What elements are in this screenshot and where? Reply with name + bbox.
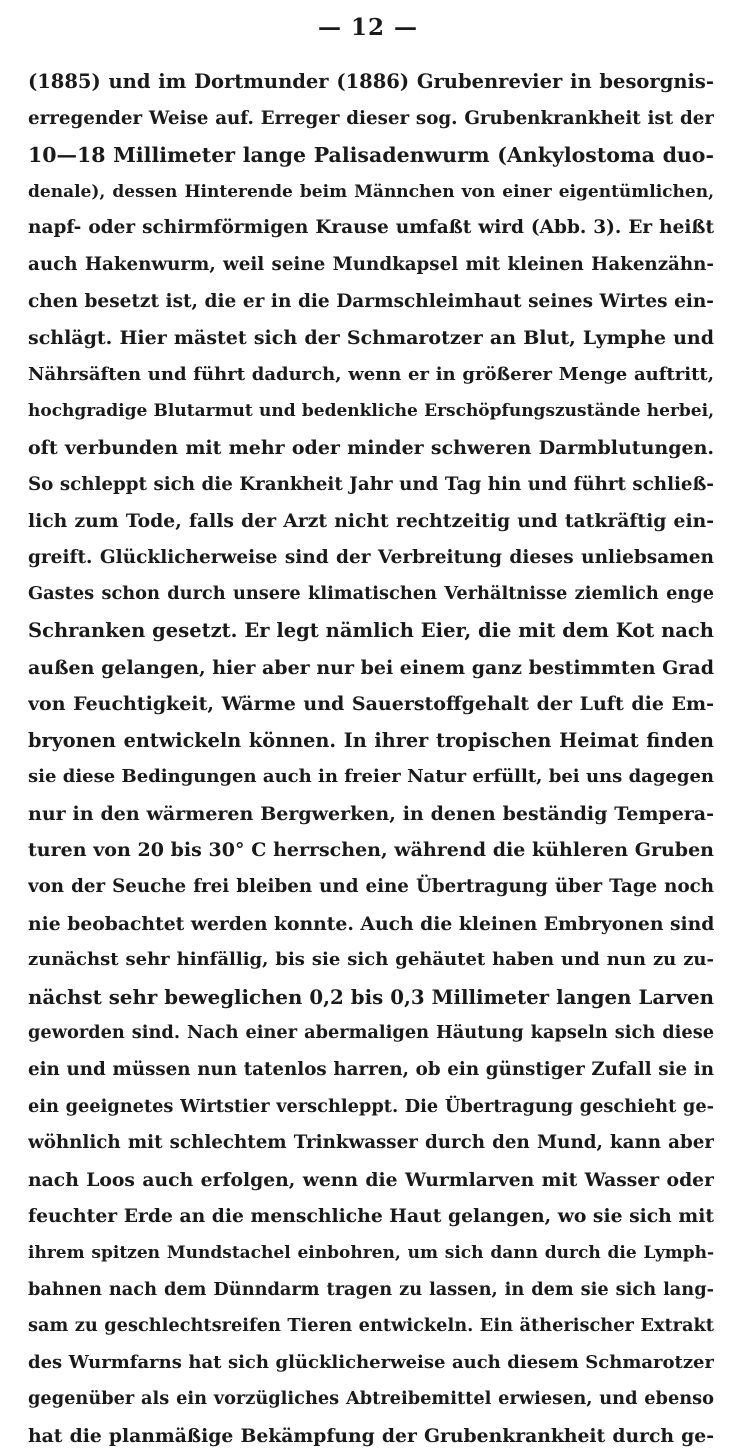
text-line: oft verbunden mit mehr oder minder schweren Darmblutungen.: [28, 436, 714, 459]
text-line: von der Seuche frei bleiben und eine Übertragung über Tage noch: [28, 876, 714, 898]
text-line: des Wurmfarns hat sich glücklicherweise auch diesem Schmarotzer: [28, 1351, 714, 1373]
text-line: geworden sind. Nach einer abermaligen Häutung kapseln sich diese: [28, 1022, 714, 1044]
text-line: nur in den wärmeren Bergwerken, in denen beständig Tempera-: [28, 802, 714, 825]
text-line: bahnen nach dem Dünndarm tragen zu lassen, in dem sie sich lang-: [28, 1278, 714, 1300]
text-line: greift. Glücklicherweise sind der Verbreitung dieses unliebsamen: [28, 546, 714, 568]
text-line: nie beobachtet werden konnte. Auch die kleinen Embryonen sind: [28, 912, 714, 935]
text-line: denale), dessen Hinterende beim Männchen von einer eigentümlichen,: [28, 181, 714, 202]
text-line: lich zum Tode, falls der Arzt nicht rechtzeitig und tatkräftig ein-: [28, 510, 714, 533]
text-line: Gastes schon durch unsere klimatischen Verhältnisse ziemlich enge: [28, 583, 714, 605]
text-line: außen gelangen, hier aber nur bei einem ganz bestimmten Grad: [28, 656, 714, 679]
text-line: schlägt. Hier mästet sich der Schmarotzer an Blut, Lymphe und: [28, 327, 714, 350]
text-line: So schleppt sich die Krankheit Jahr und Tag hin und führt schließ-: [28, 473, 714, 495]
text-line: auch Hakenwurm, weil seine Mundkapsel mit kleinen Hakenzähn-: [28, 253, 714, 275]
page-number: — 12 —: [317, 14, 419, 41]
body-text: [28, 64, 714, 1455]
text-line: hochgradige Blutarmut und bedenkliche Erschöpfungszustände herbei,: [28, 401, 714, 422]
text-line: napf- oder schirmförmigen Krause umfaßt wird (Abb. 3). Er heißt: [28, 217, 714, 239]
text-line: Schranken gesetzt. Er legt nämlich Eier, die mit dem Kot nach: [28, 618, 714, 642]
text-line: sam zu geschlechtsreifen Tieren entwickeln. Ein ätherischer Extrakt: [28, 1315, 714, 1337]
text-line: turen von 20 bis 30° C herrschen, während die kühleren Gruben: [28, 839, 714, 862]
text-line: zunächst sehr hinfällig, bis sie sich gehäutet haben und nun zu zu-: [28, 949, 714, 971]
text-line: Nährsäften und führt dadurch, wenn er in größerer Menge auftritt,: [28, 363, 714, 385]
text-line: gegenüber als ein vorzügliches Abtreibemittel erwiesen, und ebenso: [28, 1388, 714, 1410]
text-line: ein geeignetes Wirtstier verschleppt. Die Übertragung geschieht ge-: [28, 1095, 714, 1117]
text-line: von Feuchtigkeit, Wärme und Sauerstoffgehalt der Luft die Em-: [28, 693, 714, 716]
text-line: nach Loos auch erfolgen, wenn die Wurmlarven mit Wasser oder: [28, 1168, 714, 1191]
text-line: sie diese Bedingungen auch in freier Natur erfüllt, bei uns dagegen: [28, 766, 714, 788]
text-line: feuchter Erde an die menschliche Haut gelangen, wo sie sich mit: [28, 1205, 714, 1228]
text-line: bryonen entwickeln können. In ihrer tropischen Heimat finden: [28, 728, 714, 752]
text-line: hat die planmäßige Bekämpfung der Grubenkrankheit durch ge-: [28, 1424, 714, 1447]
text-line: ein und müssen nun tatenlos harren, ob ein günstiger Zufall sie in: [28, 1059, 714, 1081]
text-line: ihrem spitzen Mundstachel einbohren, um sich dann durch die Lymph-: [28, 1243, 714, 1263]
text-line: chen besetzt ist, die er in die Darmschleimhaut seines Wirtes ein-: [28, 290, 714, 312]
text-line: 10—18 Millimeter lange Palisadenwurm (Ankylostoma duo-: [28, 143, 714, 168]
text-line: wöhnlich mit schlechtem Trinkwasser durch den Mund, kann aber: [28, 1132, 714, 1154]
text-line: erregender Weise auf. Erreger dieser sog. Grubenkrankheit ist der: [28, 107, 714, 129]
text-line: nächst sehr beweglichen 0,2 bis 0,3 Millimeter langen Larven: [28, 984, 714, 1009]
text-line: (1885) und im Dortmunder (1886) Grubenrevier in besorgnis-: [28, 70, 714, 93]
